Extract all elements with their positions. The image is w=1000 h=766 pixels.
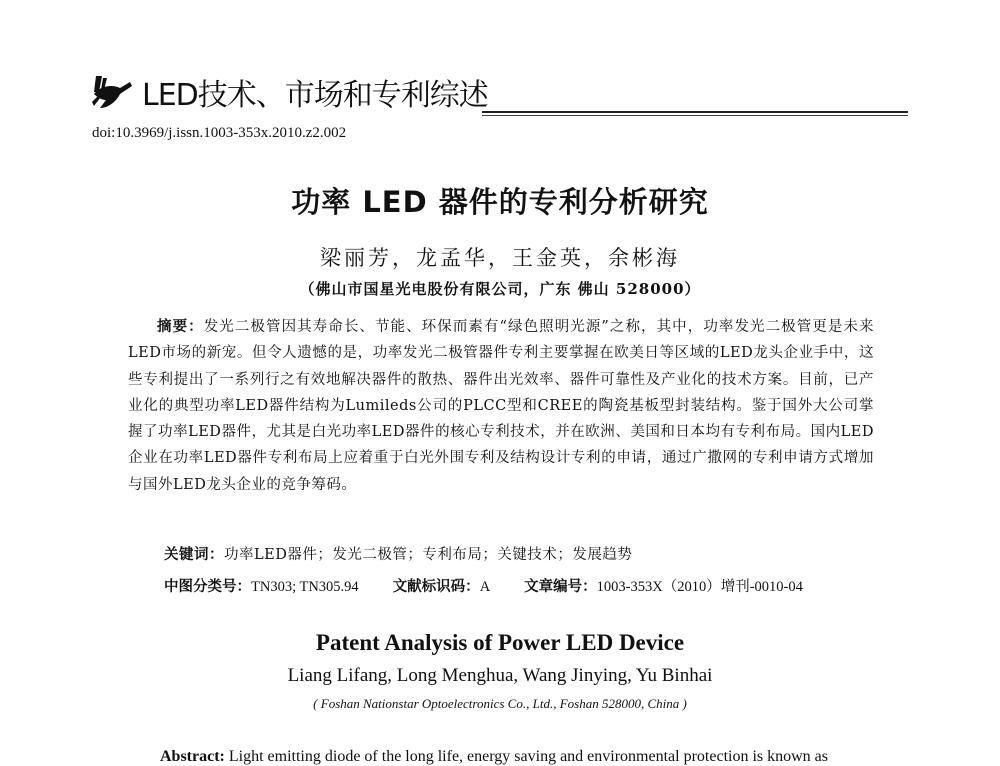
- clc-label: 中图分类号：: [164, 579, 251, 595]
- clc-number: [164, 575, 359, 596]
- keywords-cn-label: 关键词：: [164, 546, 224, 563]
- abstract-en-text: Light emitting diode of the long life, energy saving and environmental protection is known as: [228, 748, 829, 765]
- abstract-cn-text: 发光二极管因其寿命长、节能、环保而素有“绿色照明光源”之称，其中，功率发光二极管更是未来LED市场的新宠。但令人遗憾的是，功率发光二极管器件专利主要掌握在欧美日等区域的LED龙头企业手中，这些专利提出了一系列行之有效地解决器件的散热、器件出光效率、器件可靠性及产业化的技术方案。目前，已产业化的典型功率LED器件结构为Lumileds公司的PLCC型和CREE的陶瓷基板型封装结构。鉴于国外大公司掌握了功率LED器件，尤其是白光功率LED器件的核心专利技术，并在欧洲、美国和日本均有专利布局。国内LED企业在功率LED器件专利布局上应着重于白光外围专利及结构设计专利的申请，通过广撒网的专利申请方式增加与国外LED龙头企业的竞争筹码。: [128, 319, 875, 493]
- journal-logo-icon: [90, 72, 134, 112]
- abstract-cn-label: 摘要：: [157, 318, 204, 335]
- journal-section-title: LED技术、市场和专利综述: [142, 78, 488, 113]
- abstract-en: [160, 748, 828, 766]
- document-code-value: A: [479, 579, 491, 595]
- clc-value: TN303; TN305.94: [251, 579, 359, 595]
- abstract-en-label: Abstract:: [160, 748, 225, 765]
- document-code: [393, 575, 490, 596]
- article-number-value: 1003-353X（2010）增刊-0010-04: [596, 579, 803, 595]
- document-code-label: 文献标识码：: [392, 579, 480, 595]
- doi[interactable]: doi:10.3969/j.issn.1003-353x.2010.z2.002: [92, 125, 347, 141]
- authors-en: Liang Lifang, Long Menghua, Wang Jinying, Yu Binhai: [287, 665, 713, 686]
- keywords-cn: [164, 543, 632, 564]
- article-title-en: Patent Analysis of Power LED Device: [315, 630, 685, 655]
- abstract-cn: [128, 314, 874, 498]
- authors-cn: 梁丽芳，龙孟华，王金英，余彬海: [320, 246, 680, 270]
- article-title-cn: 功率 LED 器件的专利分析研究: [291, 185, 709, 219]
- header-rule: [482, 111, 908, 116]
- article-number-label: 文章编号：: [524, 579, 597, 595]
- article-number: [524, 575, 803, 596]
- keywords-cn-text: 功率LED器件；发光二极管；专利布局；关键技术；发展趋势: [224, 547, 633, 563]
- affiliation-en: ( Foshan Nationstar Optoelectronics Co., Ltd., Foshan 528000, China ): [313, 696, 687, 711]
- journal-section-header: [90, 70, 488, 114]
- affiliation-cn: （佛山市国星光电股份有限公司，广东 佛山 528000）: [299, 280, 701, 298]
- classification-line: [164, 575, 837, 596]
